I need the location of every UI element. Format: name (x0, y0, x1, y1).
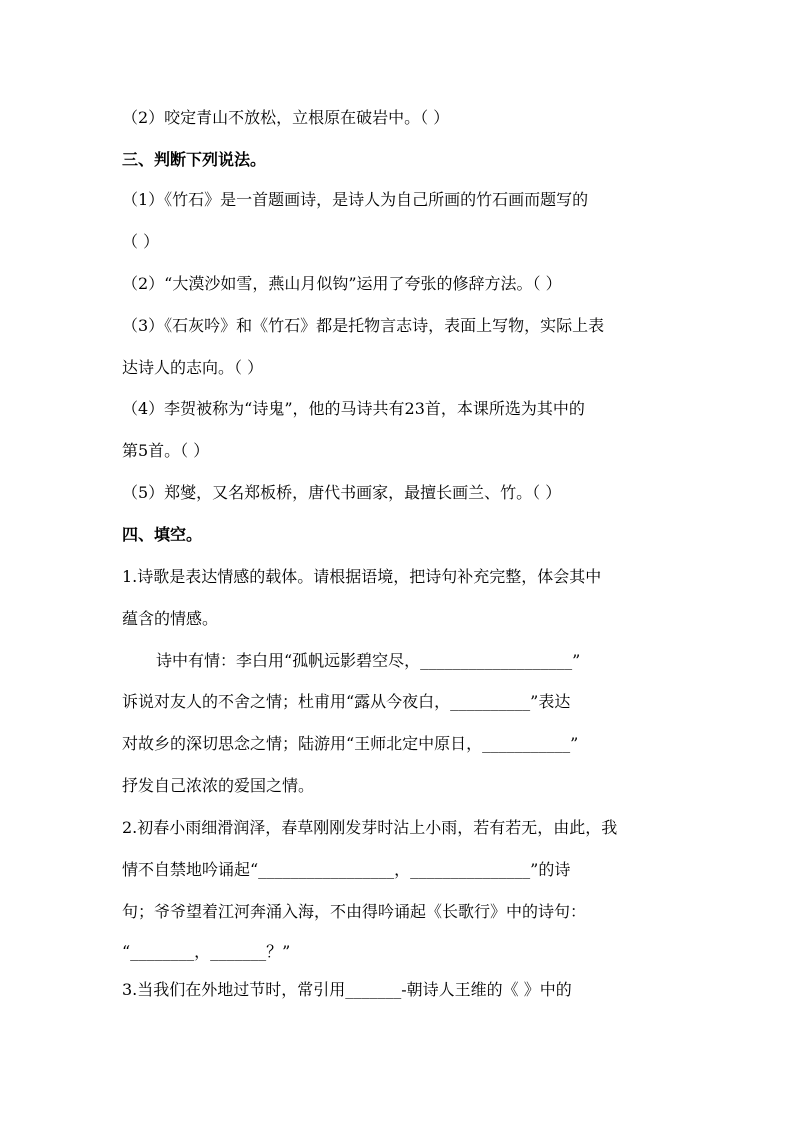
judge-1-line-1: （1）《竹石》是一首题画诗，是诗人为自己所画的竹石画而题写的 (122, 190, 589, 209)
judge-5-line: （5）郑燮，又名郑板桥，唐代书画家，最擅长画兰、竹。（ ） (122, 483, 562, 502)
judge-1-line-2: （ ） (122, 232, 160, 251)
judge-4-line-2: 第5首。（ ） (122, 441, 210, 460)
section-three-heading: 三、判断下列说法。 (122, 150, 267, 169)
judge-4-line-1: （4）李贺被称为“诗鬼”，他的马诗共有23首，本课所选为其中的 (122, 399, 585, 418)
fill-1-line-3: 诗中有情：李白用“孤帆远影碧空尽，___________________” (156, 651, 581, 670)
judge-3-line-1: （3）《石灰吟》和《竹石》都是托物言志诗，表面上写物，实际上表 (122, 316, 605, 335)
fill-2-line-3: 句；爷爷望着江河奔涌入海，不由得吟诵起《长歌行》中的诗句： (122, 902, 587, 921)
judge-2-line: （2）“大漠沙如雪，燕山月似钩”运用了夸张的修辞方法。（ ） (122, 274, 562, 293)
fill-1-line-4: 诉说对友人的不舍之情；杜甫用“露从今夜白，__________”表达 (122, 692, 571, 711)
fill-1-line-5: 对故乡的深切思念之情；陆游用“王师北定中原日，___________” (122, 734, 579, 753)
question-2-line: （2）咬定青山不放松，立根原在破岩中。（ ） (122, 108, 450, 127)
fill-2-line-4: “________，_______？” (122, 942, 291, 961)
judge-3-line-2: 达诗人的志向。（ ） (122, 358, 264, 377)
fill-1-line-1: 1.诗歌是表达情感的载体。请根据语境，把诗句补充完整，体会其中 (122, 567, 602, 586)
fill-1-line-6: 抒发自己浓浓的爱国之情。 (122, 776, 315, 795)
section-four-heading: 四、填空。 (122, 525, 203, 544)
fill-1-line-2: 蕴含的情感。 (122, 609, 219, 628)
fill-2-line-2: 情不自禁地吟诵起“_________________，_______________”的诗 (122, 860, 571, 879)
fill-3-line-1: 3.当我们在外地过节时，常引用_______-朝诗人王维的《 》中的 (122, 980, 572, 999)
fill-2-line-1: 2.初春小雨细滑润泽，春草刚刚发芽时沾上小雨，若有若无，由此，我 (122, 818, 618, 837)
